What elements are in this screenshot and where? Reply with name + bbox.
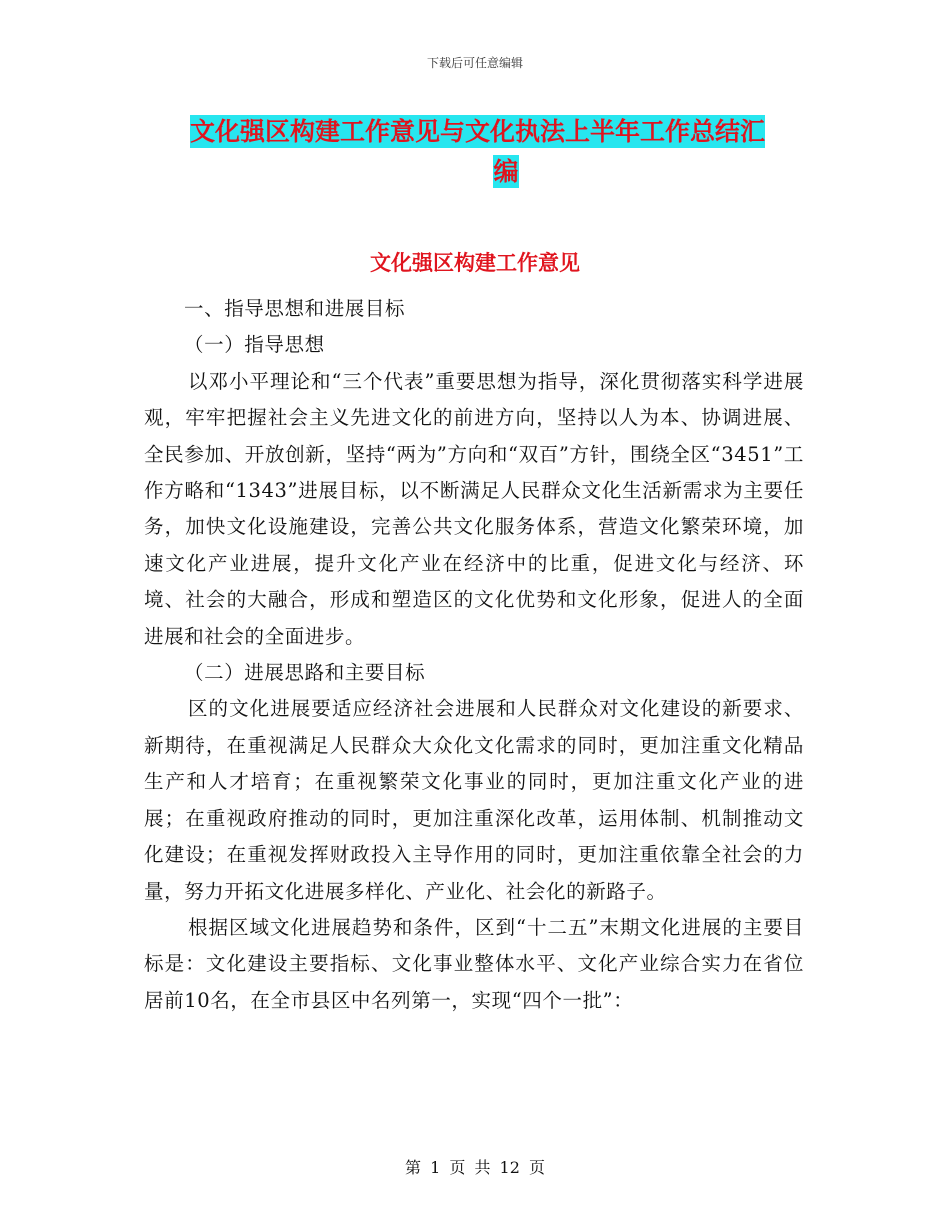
- subheading-guiding-ideology: （一）指导思想: [184, 333, 325, 357]
- document-title-line-2: [190, 152, 810, 192]
- paragraph: 以邓小平理论和“三个代表”重要思想为指导，深化贯彻落实科学进展观，牢牢把握社会主义先进文化的前进方向，坚持以人为本、协调进展、全民参加、开放创新，坚持“两为”方向和“双百”方针，围绕全区“3451”工作方略和“1343”进展目标，以不断满足人民群众文化生活新需求为主要任务，加快文化设施建设，完善公共文化服务体系，营造文化繁荣环境，加速文化产业进展，提升文化产业在经济中的比重，促进文化与经济、环境、社会的大融合，形成和塑造区的文化优势和文化形象，促进人的全面进展和社会的全面进步。: [144, 369, 804, 648]
- document-body: [144, 291, 804, 1019]
- page-number-footer: 第 1 页 共 12 页: [405, 1158, 545, 1177]
- heading-guiding-ideology-and-goals: 一、指导思想和进展目标: [184, 297, 406, 320]
- section-title: 文化强区构建工作意见: [370, 251, 580, 275]
- subheading-development-ideas: （二）进展思路和主要目标: [184, 661, 426, 685]
- header-note: 下载后可任意编辑: [426, 56, 523, 70]
- title-highlight: 文化强区构建工作意见与文化执法上半年工作总结汇: [190, 117, 766, 146]
- document-title: [190, 112, 810, 192]
- paragraph: 根据区域文化进展趋势和条件，区到“十二五”末期文化进展的主要目标是：文化建设主要指标、文化事业整体水平、文化产业综合实力在省位居前10名，在全市县区中名列第一，实现“四个一批”：: [144, 915, 804, 1012]
- title-highlight: 编: [493, 157, 519, 186]
- document-title-line-1: [190, 112, 810, 152]
- paragraph: 区的文化进展要适应经济社会进展和人民群众对文化建设的新要求、新期待，在重视满足人民群众大众化文化需求的同时，更加注重文化精品生产和人才培育；在重视繁荣文化事业的同时，更加注重文化产业的进展；在重视政府推动的同时，更加注重深化改革，运用体制、机制推动文化建设；在重视发挥财政投入主导作用的同时，更加注重依靠全社会的力量，努力开拓文化进展多样化、产业化、社会化的新路子。: [144, 697, 804, 903]
